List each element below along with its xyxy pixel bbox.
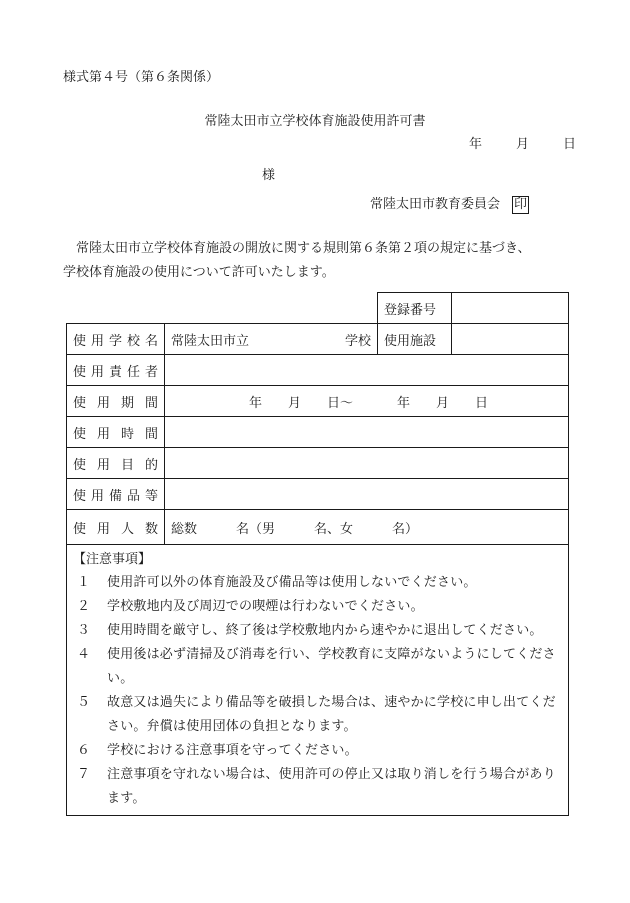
note-item [73,571,562,595]
notes-heading: 【注意事項】 [73,552,152,567]
period-to: 年 月 日 [397,395,489,411]
addressee: 様 [262,168,276,183]
responsible-label: 使用責任者 [67,355,165,386]
purpose-label: 使用目的 [67,448,165,479]
note-text: 学校における注意事項を守ってください。 [107,743,358,758]
issuer-name: 常陸太田市教育委員会 [370,197,501,212]
seal-mark: 印 [514,197,528,212]
note-item [73,691,562,739]
note-text: 使用時間を厳守し、終了後は学校敷地内から速やかに退出してください。 [107,623,543,638]
registration-value[interactable] [452,293,569,324]
date-day: 日 [563,137,577,152]
note-number: ５ [77,695,91,710]
facility-value[interactable] [452,324,569,355]
note-number: ２ [77,599,91,614]
statement-line-2: 学校体育施設の使用について許可いたします。 [63,265,335,280]
note-item [73,619,562,643]
permit-table [66,292,569,816]
period-value[interactable] [165,386,569,417]
note-item [73,739,562,763]
school-value[interactable] [165,324,378,355]
note-number: ７ [77,767,91,782]
statement-line-1: 常陸太田市立学校体育施設の開放に関する規則第６条第２項の規定に基づき、 [63,241,531,256]
purpose-value[interactable] [165,448,569,479]
blank-cell [67,293,378,324]
people-label: 使用人数 [67,510,165,545]
note-text: 使用許可以外の体育施設及び備品等は使用しないでください。 [107,575,477,590]
time-value[interactable] [165,417,569,448]
time-label: 使用時間 [67,417,165,448]
issue-date [469,133,576,152]
note-text: 注意事項を守れない場合は、使用許可の停止又は取り消しを行う場合があります。 [107,767,556,806]
note-number: ６ [77,743,91,758]
school-prefix: 常陸太田市立 [171,333,250,349]
period-from: 年 月 日～ [249,395,354,411]
notes-section [67,545,569,816]
responsible-value[interactable] [165,355,569,386]
note-item [73,763,562,811]
note-text: 使用後は必ず清掃及び消毒を行い、学校教育に支障がないようにしてください。 [107,647,556,686]
issuer [370,193,529,214]
note-item [73,595,562,619]
registration-label: 登録番号 [378,293,452,324]
note-text: 故意又は過失により備品等を破損した場合は、速やかに学校に申し出てください。弁償は使用団体の負担となります。 [107,695,556,734]
permit-statement [63,237,583,285]
equipment-value[interactable] [165,479,569,510]
note-item [73,643,562,691]
date-month: 月 [516,137,530,152]
date-year: 年 [469,137,483,152]
note-text: 学校敷地内及び周辺での喫煙は行わないでください。 [107,599,424,614]
note-number: １ [77,575,91,590]
form-number: 様式第４号（第６条関係） [63,70,220,85]
facility-label: 使用施設 [378,324,452,355]
note-number: ３ [77,623,91,638]
people-value[interactable]: 総数 名（男 名、女 名） [165,510,569,545]
school-label: 使用学校名 [67,324,165,355]
period-label: 使用期間 [67,386,165,417]
document-title: 常陸太田市立学校体育施設使用許可書 [204,114,426,129]
note-number: ４ [77,647,91,662]
school-suffix: 学校 [344,333,371,349]
equipment-label: 使用備品等 [67,479,165,510]
